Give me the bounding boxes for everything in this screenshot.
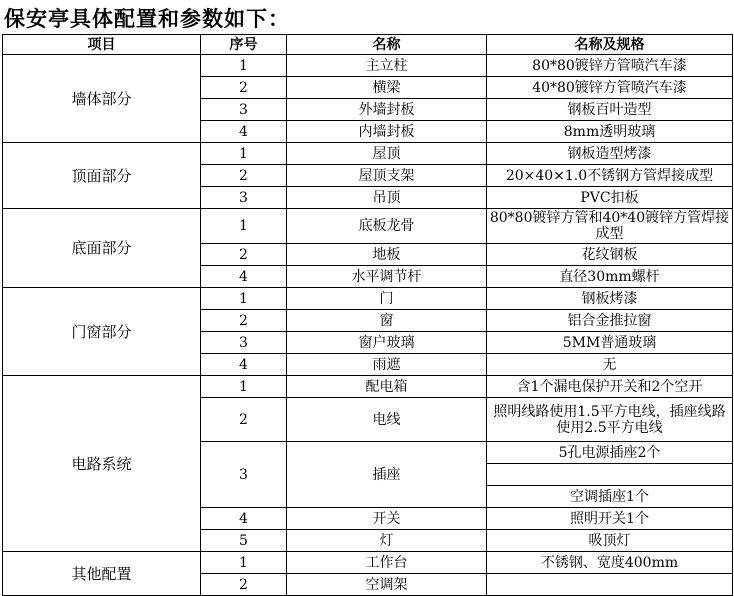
- spec-table: [2, 34, 733, 596]
- name-cell: 电线: [287, 398, 487, 442]
- name-cell: 插座: [287, 442, 487, 508]
- name-cell: 工作台: [287, 552, 487, 574]
- seq-cell: 4: [201, 121, 287, 143]
- spec-cell: [487, 187, 733, 209]
- spec-cell: [487, 332, 733, 354]
- spec-text: 照明开关1个: [570, 510, 649, 527]
- seq-cell: 2: [201, 165, 287, 187]
- group-label: 其他配置: [3, 552, 201, 596]
- spec-cell: [487, 143, 733, 165]
- spec-text: 5孔电源插座2个: [558, 444, 661, 461]
- seq-cell: 5: [201, 530, 287, 552]
- seq-cell: 2: [201, 77, 287, 99]
- table-row: [3, 143, 733, 165]
- table-row: [3, 209, 733, 244]
- spec-text: 空调插座1个: [570, 488, 649, 505]
- spec-cell: [487, 398, 733, 442]
- seq-cell: 1: [201, 143, 287, 165]
- spec-text: PVC扣板: [580, 189, 639, 206]
- seq-cell: 3: [201, 99, 287, 121]
- spec-text: 5MM普通玻璃: [562, 334, 657, 351]
- group-label: 底面部分: [3, 209, 201, 288]
- spec-cell: [487, 530, 733, 552]
- table-row: [3, 552, 733, 574]
- name-cell: 门: [287, 288, 487, 310]
- seq-cell: 2: [201, 574, 287, 596]
- name-cell: 地板: [287, 244, 487, 266]
- name-cell: 灯: [287, 530, 487, 552]
- seq-cell: 2: [201, 244, 287, 266]
- header-seq: 序号: [201, 35, 287, 55]
- spec-cell: [487, 354, 733, 376]
- spec-cell: [487, 288, 733, 310]
- table-header-row: [3, 35, 733, 55]
- seq-cell: 1: [201, 55, 287, 77]
- spec-cell: [487, 464, 733, 486]
- header-name: 名称: [287, 35, 487, 55]
- spec-text: 20×40×1.0不锈钢方管焊接成型: [505, 167, 714, 184]
- name-cell: 屋顶支架: [287, 165, 487, 187]
- spec-text: 钢板造型烤漆: [567, 145, 652, 162]
- name-cell: 底板龙骨: [287, 209, 487, 244]
- spec-cell: [487, 508, 733, 530]
- name-cell: 开关: [287, 508, 487, 530]
- spec-text: 直径30mm螺杆: [559, 268, 660, 285]
- name-cell: 雨遮: [287, 354, 487, 376]
- spec-cell: [487, 121, 733, 143]
- seq-cell: 2: [201, 310, 287, 332]
- spec-cell: [487, 77, 733, 99]
- header-item: 项目: [3, 35, 201, 55]
- seq-cell: 3: [201, 187, 287, 209]
- spec-text: 吸顶灯: [588, 532, 631, 549]
- spec-text: 钢板烤漆: [581, 290, 638, 307]
- name-cell: 外墙封板: [287, 99, 487, 121]
- page-title: 保安亭具体配置和参数如下：: [4, 6, 290, 31]
- seq-cell: 1: [201, 288, 287, 310]
- spec-cell: [487, 209, 733, 244]
- seq-cell: 1: [201, 552, 287, 574]
- seq-cell: 1: [201, 209, 287, 244]
- name-cell: 配电箱: [287, 376, 487, 398]
- spec-cell: [487, 244, 733, 266]
- spec-text: 80*80镀锌方管和40*40镀锌方管焊接成型: [489, 210, 730, 242]
- name-cell: 横梁: [287, 77, 487, 99]
- spec-cell: [487, 310, 733, 332]
- spec-text: 无: [602, 356, 617, 373]
- table-body: [3, 55, 733, 596]
- table-row: [3, 55, 733, 77]
- spec-cell: [487, 99, 733, 121]
- seq-cell: 2: [201, 398, 287, 442]
- spec-text: 8mm透明玻璃: [563, 123, 656, 140]
- name-cell: 主立柱: [287, 55, 487, 77]
- group-label: 墙体部分: [3, 55, 201, 143]
- name-cell: 水平调节杆: [287, 266, 487, 288]
- name-cell: 窗: [287, 310, 487, 332]
- spec-cell: [487, 442, 733, 464]
- name-cell: 窗户玻璃: [287, 332, 487, 354]
- group-label: 电路系统: [3, 376, 201, 552]
- spec-cell: [487, 376, 733, 398]
- table-row: [3, 288, 733, 310]
- seq-cell: 4: [201, 266, 287, 288]
- spec-text: 含1个漏电保护开关和2个空开: [516, 378, 703, 395]
- spec-cell: [487, 486, 733, 508]
- spec-cell: [487, 552, 733, 574]
- seq-cell: 3: [201, 442, 287, 508]
- spec-text: 花纹钢板: [581, 246, 638, 263]
- table-row: [3, 376, 733, 398]
- seq-cell: 3: [201, 332, 287, 354]
- name-cell: 空调架: [287, 574, 487, 596]
- name-cell: 内墙封板: [287, 121, 487, 143]
- spec-text: 不锈钢、宽度400mm: [540, 554, 679, 571]
- spec-cell: [487, 165, 733, 187]
- seq-cell: 1: [201, 376, 287, 398]
- spec-cell: [487, 266, 733, 288]
- spec-text: 照明线路使用1.5平方电线，插座线路使用2.5平方电线: [493, 403, 726, 436]
- name-cell: 屋顶: [287, 143, 487, 165]
- group-label: 门窗部分: [3, 288, 201, 376]
- spec-text: 80*80镀锌方管喷汽车漆: [532, 57, 687, 74]
- spec-text: 钢板百叶造型: [567, 101, 652, 118]
- spec-cell: [487, 574, 733, 596]
- spec-text: 铝合金推拉窗: [567, 312, 652, 329]
- seq-cell: 4: [201, 354, 287, 376]
- header-spec: 名称及规格: [487, 35, 733, 55]
- group-label: 顶面部分: [3, 143, 201, 209]
- seq-cell: 4: [201, 508, 287, 530]
- name-cell: 吊顶: [287, 187, 487, 209]
- spec-cell: [487, 55, 733, 77]
- spec-text: 40*80镀锌方管喷汽车漆: [532, 79, 687, 96]
